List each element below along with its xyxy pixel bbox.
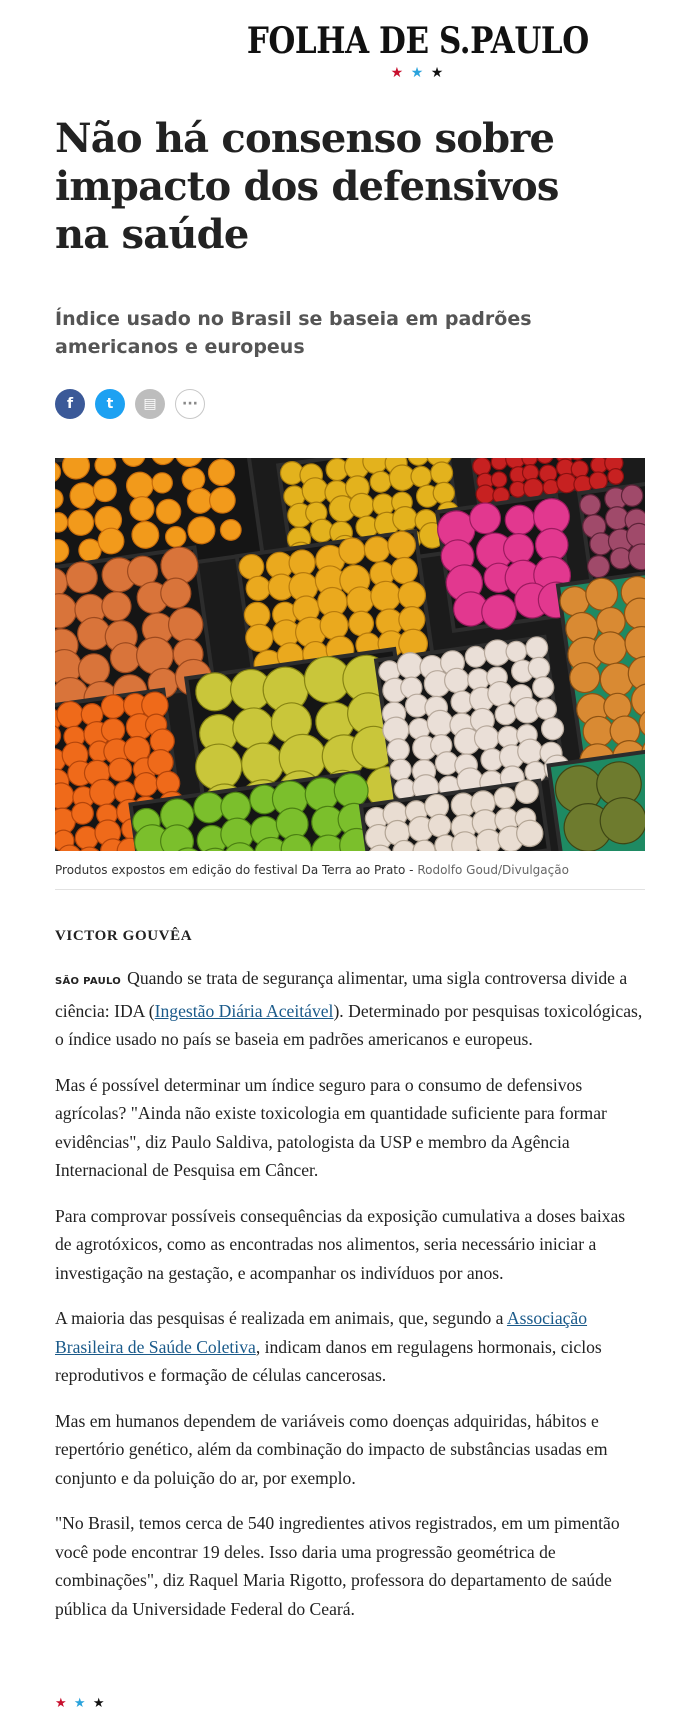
masthead-stars xyxy=(136,66,700,82)
paragraph-4-text: A maioria das pesquisas é realizada em animais, que, segundo a xyxy=(55,1308,507,1328)
comment-icon: ▤ xyxy=(143,396,157,412)
paragraph-3: Para comprovar possíveis consequências da exposição cumulativa a doses baixas de agrotóxicos, como as encontradas nos alimentos, seria necessário iniciar a investigação na gestação, e acompanhar os indivíduos por anos. xyxy=(55,1205,626,1283)
paragraph-5: Mas em humanos dependem de variáveis como doenças adquiridas, hábitos e repertório genético, além da combinação do impacto de substâncias usadas em conjunto e da poluição do ar, por exemplo. xyxy=(55,1410,608,1488)
paragraph-1-text-end: ). Determinado por pesquisas toxicológicas, o índice usado no país se baseia em padrões americanos e europeus. xyxy=(55,1000,643,1049)
pumpkin-crate xyxy=(549,752,645,851)
photo-caption xyxy=(55,861,645,879)
share-bar xyxy=(55,389,205,419)
paragraph-4 xyxy=(55,1304,645,1390)
article-photo xyxy=(55,458,645,851)
masthead-logo[interactable]: FOLHA DE S.PAULO xyxy=(247,20,589,62)
footer-stars xyxy=(55,1696,106,1710)
more-icon: ··· xyxy=(182,396,198,412)
star-icon: ★ xyxy=(73,1695,88,1710)
caption-divider xyxy=(55,889,645,890)
masthead xyxy=(0,18,700,82)
caption-text: Produtos expostos em edição do festival Da Terra ao Prato xyxy=(55,863,406,877)
subheadline: Índice usado no Brasil se baseia em padrões americanos e europeus xyxy=(55,308,532,358)
star-icon: ★ xyxy=(410,66,426,81)
star-icon: ★ xyxy=(55,1695,69,1710)
comments-button[interactable] xyxy=(135,389,165,419)
facebook-share-button[interactable] xyxy=(55,389,85,419)
byline[interactable]: VICTOR GOUVÊA xyxy=(55,928,193,944)
market-produce-illustration xyxy=(55,458,645,851)
dateline: SÃO PAULO xyxy=(55,976,122,987)
paragraph-6: "No Brasil, temos cerca de 540 ingredientes ativos registrados, em um pimentão você pode encontrar 19 deles. Isso daria uma progressão geométrica de combinações", diz Raquel Maria Rigotto, professora do departamento de saúde pública da Universidade Federal do Ceará. xyxy=(55,1513,620,1619)
purple-fruit-crate xyxy=(577,483,645,583)
facebook-icon: f xyxy=(66,396,74,412)
star-icon: ★ xyxy=(92,1695,107,1710)
twitter-share-button[interactable] xyxy=(95,389,125,419)
headline: Não há consenso sobre impacto dos defensivos na saúde xyxy=(55,115,559,258)
paragraph-2: Mas é possível determinar um índice seguro para o consumo de defensivos agrícolas? "Ainda não existe toxicologia em quantidade suficiente para formar evidências", diz Paulo Saldiva, patologista da USP e membro da Agência Internacional de Pesquisa em Câncer. xyxy=(55,1074,607,1180)
star-icon: ★ xyxy=(430,66,446,81)
twitter-icon: t xyxy=(106,396,114,412)
caption-separator: - xyxy=(405,863,418,877)
star-icon: ★ xyxy=(390,66,406,81)
article-body xyxy=(55,964,645,1640)
paragraph-4-text-end: , indicam danos em regulagens hormonais, ciclos reprodutivos e formação de células cancerosas. xyxy=(55,1336,602,1385)
caption-credit: Rodolfo Goud/Divulgação xyxy=(417,863,569,877)
paragraph-1-text: Quando se trata de segurança alimentar, uma sigla controversa divide a ciência: IDA ( xyxy=(55,968,628,1021)
ida-link[interactable]: Ingestão Diária Aceitável xyxy=(154,1000,334,1021)
paragraph-1 xyxy=(55,964,645,1054)
more-share-button[interactable] xyxy=(175,389,205,419)
abrasco-link[interactable]: Associação Brasileira de Saúde Coletiva xyxy=(55,1308,588,1357)
